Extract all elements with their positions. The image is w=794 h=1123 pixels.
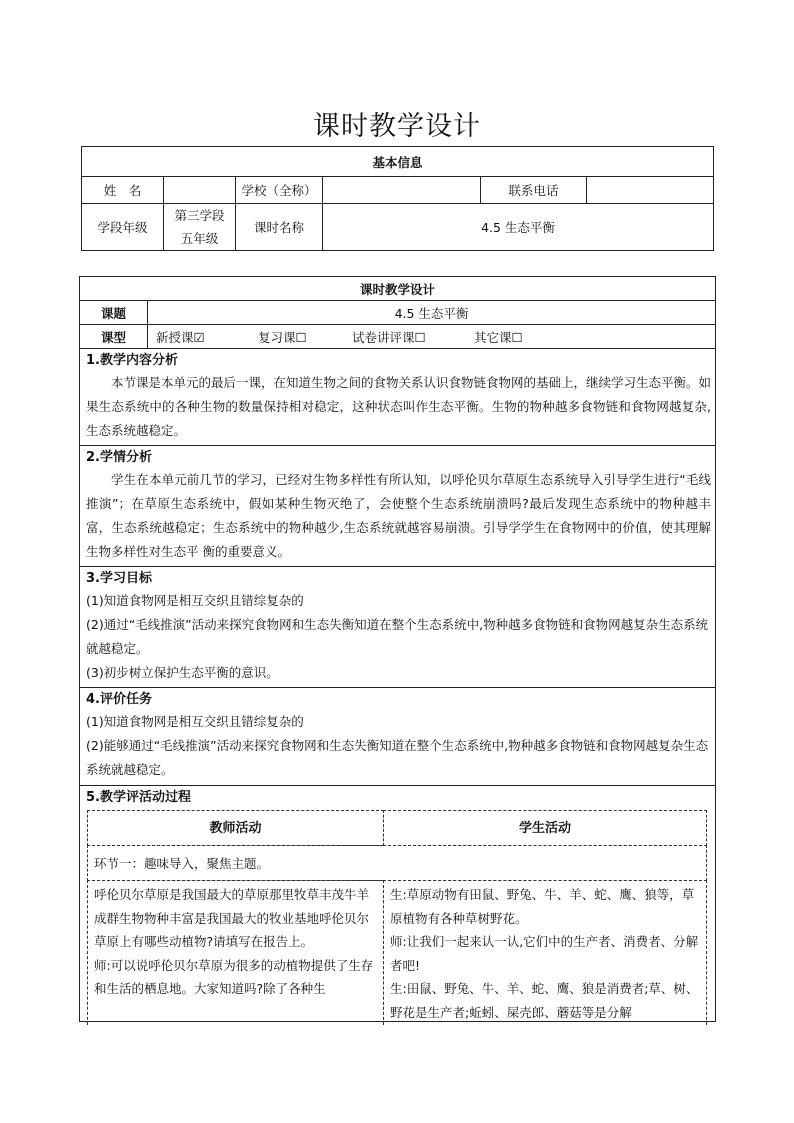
- lesson-label: 课时名称: [236, 204, 323, 251]
- section-1-text: 本节课是本单元的最后一课，在知道生物之间的食物关系认识食物链食物网的基础上，继续学习生态平衡。如果生态系统中的各种生物的数量保持相对稳定，这种状态叫作生态平衡。生物的物种越多食物链和食物网越复杂,生态系统越稳定。: [86, 375, 712, 438]
- school-label: 学校（全称）: [236, 177, 323, 204]
- goal-item: (3)初步树立保护生态平衡的意识。: [86, 665, 279, 680]
- type-label: 课型: [80, 325, 148, 349]
- section-5-title: 5.教学评活动过程: [86, 790, 191, 805]
- grade-stage: 第三学段: [174, 208, 225, 223]
- basic-info-table: [81, 146, 714, 251]
- type-option-other[interactable]: 其它课☐: [473, 329, 523, 345]
- goal-item: (1)知道食物网是相互交织且错综复杂的: [86, 593, 304, 608]
- student-activity-cell: [383, 880, 707, 1025]
- grade-year: 五年级: [180, 231, 219, 246]
- section-learning-goals: [80, 567, 716, 688]
- section-content-analysis: [80, 349, 716, 446]
- phone-value-cell[interactable]: [587, 177, 714, 204]
- type-options: [148, 325, 716, 349]
- topic-label: 课题: [80, 301, 148, 325]
- section-1-title: 1.教学内容分析: [86, 353, 178, 368]
- section-evaluation-tasks: [80, 688, 716, 786]
- design-header: 课时教学设计: [80, 277, 716, 301]
- task-item: (2)能够通过“毛线推演”活动来探究食物网和生态失衡知道在整个生态系统中,物种越多食物链和食物网越复杂生态系统就越稳定。: [86, 738, 709, 777]
- section-student-analysis: [80, 446, 716, 567]
- topic-value: 4.5 生态平衡: [148, 301, 716, 325]
- school-value-cell[interactable]: [323, 177, 481, 204]
- grade-value: [164, 204, 236, 251]
- activity-table: [87, 810, 707, 1025]
- lesson-value: 4.5 生态平衡: [323, 204, 714, 251]
- teacher-activity-header: 教师活动: [87, 810, 384, 846]
- type-option-review[interactable]: 复习课☐: [257, 329, 307, 345]
- section-2-title: 2.学情分析: [86, 450, 152, 465]
- section-2-text: 学生在本单元前几节的学习，已经对生物多样性有所认知，以呼伦贝尔草原生态系统导入引导学生进行“毛线推演”；在草原生态系统中，假如某种生物灭绝了，会使整个生态系统崩溃吗?最后发现生态系统中的物种越丰富，生态系统越稳定；生态系统中的物种越少,生态系统就越容易崩溃。引导学学生在食物网中的价值，使其理解生物多样性对生态平 衡的重要意义。: [86, 472, 712, 559]
- teacher-activity-text: 呼伦贝尔草原是我国最大的草原那里牧草丰茂牛羊成群生物物种丰富是我国最大的牧业基地呼伦贝尔草原上有哪些动植物?请填写在报告上。 师:可以说呼伦贝尔草原为很多的动植物提供了生存和生活的栖息地。大家知道吗?除了各种生: [94, 887, 374, 996]
- name-label: 姓 名: [82, 177, 164, 204]
- task-item: (1)知道食物网是相互交织且错综复杂的: [86, 714, 304, 729]
- goal-item: (2)通过“毛线推演”活动来探究食物网和生态失衡知道在整个生态系统中,物种越多食物链和食物网越复杂生态系统就越稳定。: [86, 617, 709, 656]
- basic-info-header: 基本信息: [82, 147, 714, 177]
- grade-label: 学段年级: [82, 204, 164, 251]
- student-activity-text: 生:草原动物有田鼠、野兔、牛、羊、蛇、鹰、狼等，草原植物有各种草树野花。 师:让我们一起来认一认,它们中的生产者、消费者、分解者吧! 生:田鼠、野兔、牛、羊、蛇、鹰、狼是消费者;草、树、野花是生产者;蚯蚓、屎壳郎、蘑菇等是分解: [390, 887, 699, 1020]
- stage-1-row: 环节一：趣味导入，聚焦主题。: [87, 845, 707, 881]
- type-option-exam[interactable]: 试卷讲评课☐: [351, 329, 426, 345]
- type-option-new[interactable]: 新授课☑: [156, 329, 205, 345]
- phone-label: 联系电话: [481, 177, 587, 204]
- page-title: 课时教学设计: [313, 111, 481, 142]
- teacher-activity-cell: [87, 880, 384, 1025]
- name-value-cell[interactable]: [164, 177, 236, 204]
- section-4-title: 4.评价任务: [86, 692, 152, 707]
- student-activity-header: 学生活动: [383, 810, 707, 846]
- section-3-title: 3.学习目标: [86, 571, 152, 586]
